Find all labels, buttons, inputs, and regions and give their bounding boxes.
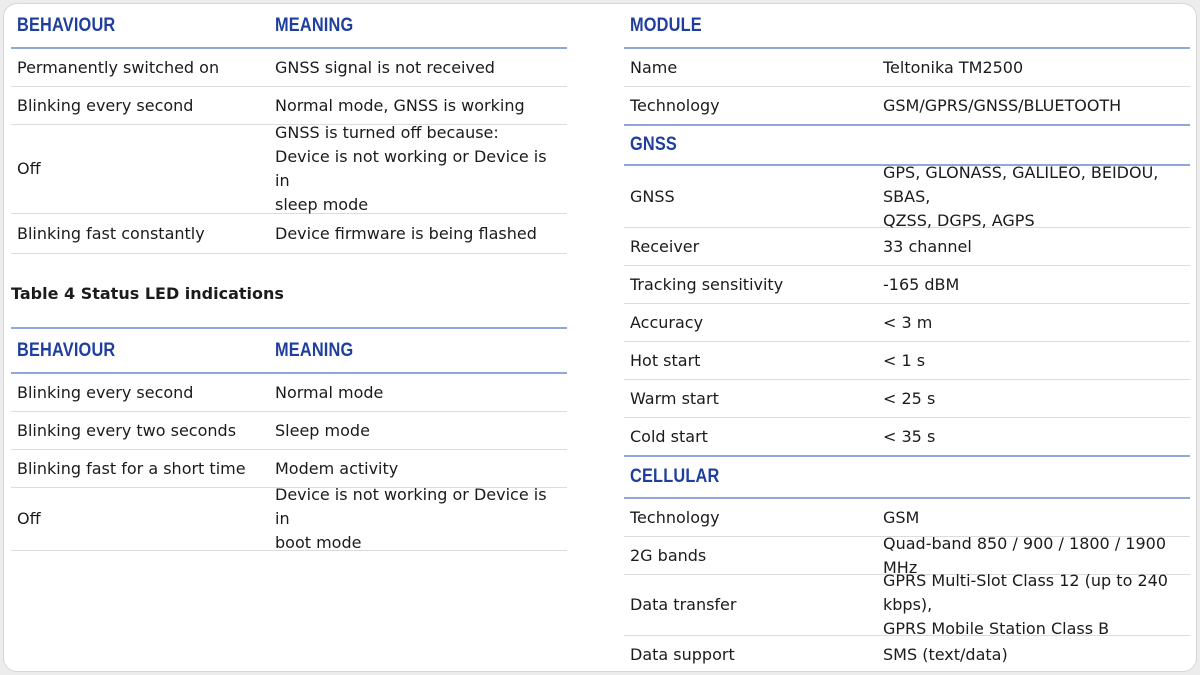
row-behaviour: Off — [17, 159, 41, 178]
row-behaviour: Blinking fast constantly — [17, 223, 205, 243]
spec-label: Data support — [630, 644, 735, 664]
header-meaning: MEANING — [275, 340, 354, 361]
table-header — [11, 327, 567, 374]
spec-label: Tracking sensitivity — [630, 274, 784, 294]
spec-value: < 25 s — [883, 388, 936, 408]
spec-label: Hot start — [630, 350, 701, 370]
row-meaning: Normal mode — [275, 382, 384, 402]
spec-value: GSM — [883, 507, 920, 527]
spec-value: < 3 m — [883, 312, 933, 332]
row-meaning: GNSS is turned off because: Device is not working or Device is in sleep mode — [275, 123, 547, 214]
row-meaning: Modem activity — [275, 458, 399, 478]
row-behaviour: Blinking fast for a short time — [17, 458, 246, 478]
row-behaviour: Blinking every second — [17, 382, 194, 402]
table-caption: Table 4 Status LED indications — [11, 284, 284, 303]
spec-label: Name — [630, 57, 678, 77]
spec-row — [624, 228, 1190, 266]
table-row — [11, 412, 567, 450]
left-column — [11, 4, 567, 551]
spec-row — [624, 342, 1190, 380]
row-meaning: Sleep mode — [275, 420, 370, 440]
row-meaning: Device firmware is being flashed — [275, 223, 537, 243]
spec-value: Teltonika TM2500 — [883, 57, 1024, 77]
spec-label: Cold start — [630, 426, 708, 446]
specs-column — [624, 4, 1190, 672]
table-row — [11, 87, 567, 125]
spec-value: GSM/GPRS/GNSS/BLUETOOTH — [883, 95, 1122, 115]
row-meaning: Normal mode, GNSS is working — [275, 95, 525, 115]
section-header-gnss: GNSS — [624, 124, 1190, 166]
table-row — [11, 125, 567, 214]
header-meaning: MEANING — [275, 15, 354, 36]
header-behaviour: BEHAVIOUR — [17, 15, 116, 36]
spec-label: Warm start — [630, 388, 719, 408]
row-behaviour: Blinking every second — [17, 95, 194, 115]
spec-value: GPS, GLONASS, GALILEO, BEIDOU, SBAS, QZSS, DGPS, AGPS — [883, 162, 1159, 230]
spec-label: Accuracy — [630, 312, 704, 332]
spec-value: -165 dBM — [883, 274, 960, 294]
row-meaning: Device is not working or Device is in boot mode — [275, 485, 547, 552]
row-behaviour: Off — [17, 509, 41, 528]
spec-label: Receiver — [630, 236, 700, 256]
table-row — [11, 214, 567, 254]
table-header — [11, 4, 567, 49]
spec-label: Data transfer — [630, 595, 737, 614]
spec-label: Technology — [630, 507, 720, 527]
spec-row — [624, 571, 1190, 638]
spec-row — [624, 636, 1190, 672]
spec-row — [624, 380, 1190, 418]
spec-label: 2G bands — [630, 545, 707, 565]
spec-label: GNSS — [630, 186, 675, 206]
spec-value: < 35 s — [883, 426, 936, 446]
spec-value: GPRS Multi-Slot Class 12 (up to 240 kbps), GPRS Mobile Station Class B — [883, 571, 1168, 638]
table-row — [11, 49, 567, 87]
table-row — [11, 485, 567, 552]
row-meaning: GNSS signal is not received — [275, 57, 495, 77]
spec-value: 33 channel — [883, 236, 972, 256]
spec-label: Technology — [630, 95, 720, 115]
spec-row — [624, 418, 1190, 455]
spec-row — [624, 49, 1190, 87]
spec-value: SMS (text/data) — [883, 644, 1008, 664]
document-card — [3, 3, 1197, 672]
spec-value: Quad-band 850 / 900 / 1800 / 1900 MHz — [883, 533, 1167, 577]
section-header-cellular: CELLULAR — [624, 455, 1190, 499]
section-header-module: MODULE — [624, 4, 1190, 49]
led-table-1 — [11, 4, 567, 254]
spec-row — [624, 266, 1190, 304]
spec-value: < 1 s — [883, 350, 926, 370]
status-led-table — [11, 327, 567, 551]
spec-row — [624, 304, 1190, 342]
row-behaviour: Permanently switched on — [17, 57, 220, 77]
spec-row — [624, 162, 1190, 230]
header-behaviour: BEHAVIOUR — [17, 340, 116, 361]
row-behaviour: Blinking every two seconds — [17, 420, 237, 440]
spec-row — [624, 87, 1190, 124]
table-row — [11, 374, 567, 412]
